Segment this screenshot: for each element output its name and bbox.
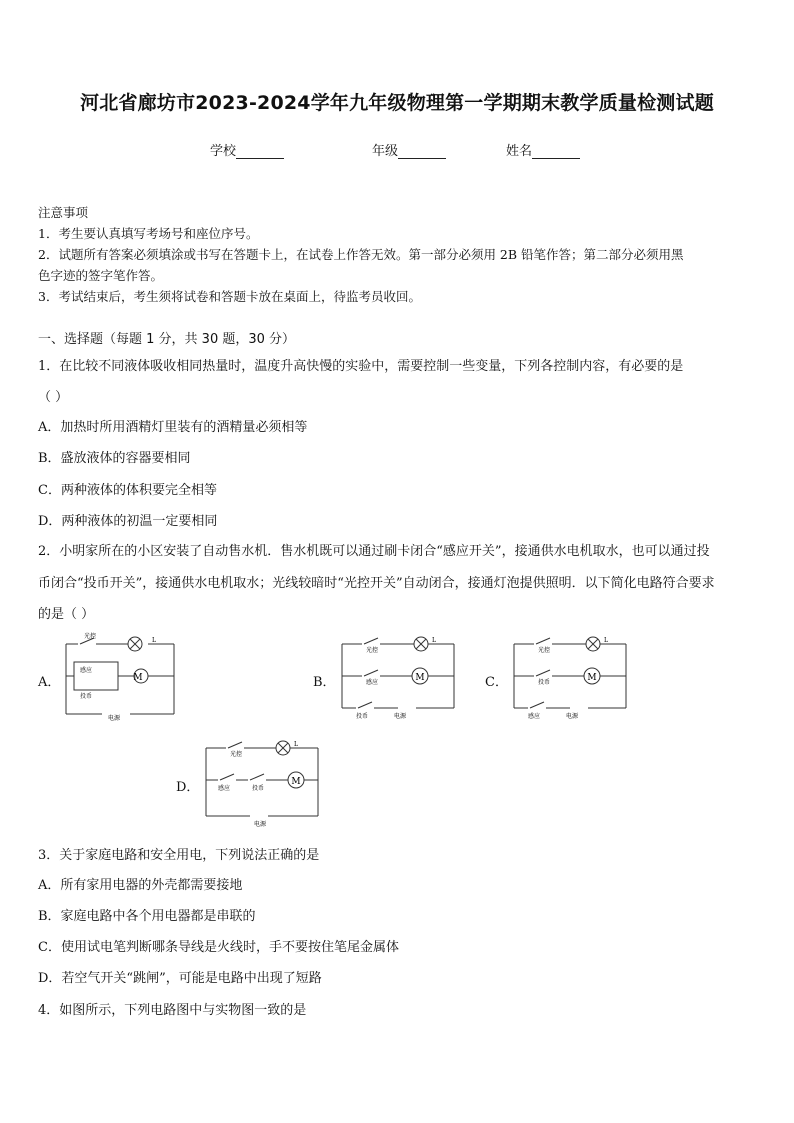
circuit-diagram-a (62, 630, 182, 722)
notice-item: 2．试题所有答案必须填涂或书写在答题卡上，在试卷上作答无效。第一部分必须用 2B 铅笔作答；第二部分必须用黑 (38, 247, 684, 262)
grade-field (372, 140, 446, 159)
light-switch-label: 光控 (230, 751, 243, 758)
question-3-stem: 3．关于家庭电路和安全用电，下列说法正确的是 (38, 848, 320, 863)
light-switch-label: 光控 (538, 647, 551, 654)
question-1-option-c: C．两种液体的体积要完全相等 (38, 483, 217, 498)
school-blank (236, 145, 284, 159)
circuit-option-c-label: C． (485, 675, 508, 690)
light-switch-label: 光控 (84, 633, 97, 640)
school-field (210, 140, 284, 159)
name-blank (532, 145, 580, 159)
light-switch-label: 光控 (366, 647, 379, 654)
lamp-label: L (432, 637, 436, 644)
question-2-stem: 币闭合“投币开关”，接通供水电机取水；光线较暗时“光控开关”自动闭合，接通灯泡提供照明．以下简化电路符合要求 (38, 576, 715, 591)
induction-switch-label: 感应 (218, 785, 231, 792)
coin-switch-label: 投币 (252, 785, 265, 792)
motor-symbol-label: M (133, 673, 143, 683)
question-1-option-a: A．加热时所用酒精灯里装有的酒精量必须相等 (38, 420, 308, 435)
lamp-label: L (604, 637, 608, 644)
question-2-stem: 2．小明家所在的小区安装了自动售水机．售水机既可以通过刷卡闭合“感应开关”，接通供水电机取水，也可以通过投 (38, 544, 710, 559)
school-label: 学校 (210, 144, 237, 159)
motor-symbol-label: M (415, 673, 425, 683)
circuit-option-d-label: D． (176, 780, 200, 795)
question-3-option-a: A．所有家用电器的外壳都需要接地 (38, 878, 243, 893)
induction-switch-label: 感应 (80, 667, 93, 674)
section-title: 一、选择题（每题 1 分，共 30 题，30 分） (38, 332, 296, 347)
question-1-paren: （ ） (38, 390, 69, 405)
circuit-diagram-d (200, 736, 324, 830)
grade-label: 年级 (372, 144, 399, 159)
question-3-option-c: C．使用试电笔判断哪条导线是火线时，手不要按住笔尾金属体 (38, 940, 399, 955)
circuit-diagram-c (508, 630, 632, 722)
question-1-option-d: D．两种液体的初温一定要相同 (38, 514, 218, 529)
coin-switch-label: 投币 (356, 713, 369, 720)
question-4-stem: 4．如图所示，下列电路图中与实物图一致的是 (38, 1003, 307, 1018)
circuit-option-a-label: A． (38, 675, 61, 690)
name-label: 姓名 (506, 144, 533, 159)
question-3-option-d: D．若空气开关“跳闸”，可能是电路中出现了短路 (38, 971, 322, 986)
question-1-option-b: B．盛放液体的容器要相同 (38, 451, 191, 466)
notice-item: 色字迹的签字笔作答。 (38, 268, 164, 283)
motor-symbol-label: M (291, 777, 301, 787)
question-3-option-b: B．家庭电路中各个用电器都是串联的 (38, 909, 256, 924)
coin-switch-label: 投币 (80, 693, 93, 700)
power-label: 电源 (108, 715, 121, 722)
notice-item: 1．考生要认真填写考场号和座位序号。 (38, 226, 259, 241)
power-label: 电源 (394, 713, 407, 720)
motor-symbol-label: M (587, 673, 597, 683)
lamp-label: L (294, 741, 298, 748)
lamp-label: L (152, 637, 156, 644)
notice-heading: 注意事项 (38, 205, 89, 220)
grade-blank (398, 145, 446, 159)
induction-switch-label: 感应 (528, 713, 541, 720)
name-field (506, 140, 580, 159)
induction-switch-label: 感应 (366, 679, 379, 686)
power-label: 电源 (566, 713, 579, 720)
page-title: 河北省廊坊市2023-2024学年九年级物理第一学期期末教学质量检测试题 (80, 92, 714, 114)
question-2-stem: 的是（ ） (38, 607, 95, 622)
circuit-option-b-label: B． (313, 675, 336, 690)
coin-switch-label: 投币 (538, 679, 551, 686)
notice-item: 3．考试结束后，考生须将试卷和答题卡放在桌面上，待监考员收回。 (38, 289, 421, 304)
power-label: 电源 (254, 821, 267, 828)
circuit-diagram-b (336, 630, 460, 722)
question-1-stem: 1．在比较不同液体吸收相同热量时，温度升高快慢的实验中，需要控制一些变量，下列各控制内容，有必要的是 (38, 359, 684, 374)
